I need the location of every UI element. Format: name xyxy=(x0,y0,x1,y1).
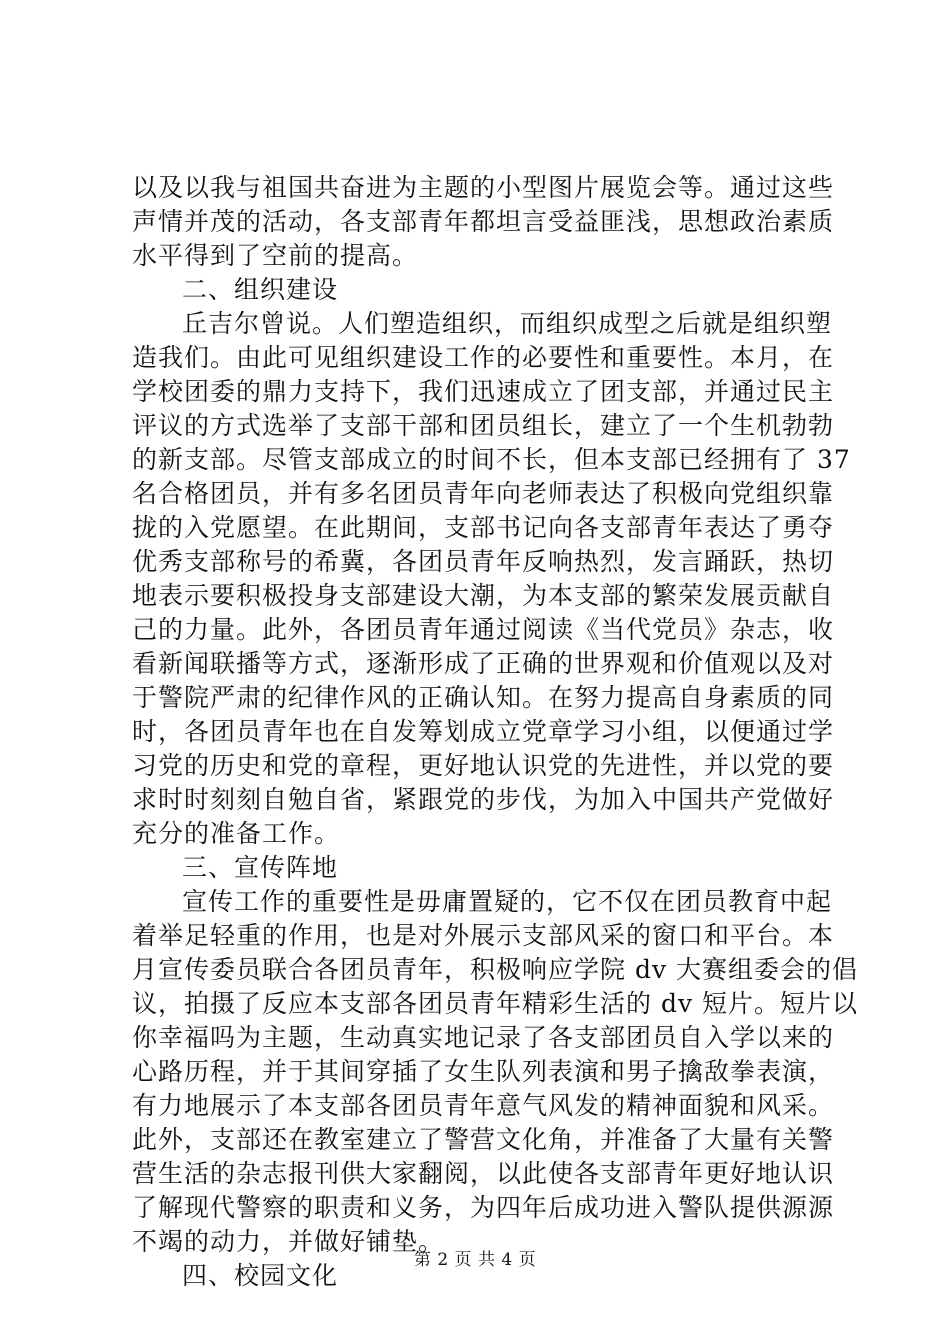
document-body xyxy=(132,171,859,1293)
paragraph-line: 着举足轻重的作用，也是对外展示支部风采的窗口和平台。本 xyxy=(132,921,835,950)
section-heading: 四、校园文化 xyxy=(182,1261,339,1290)
paragraph-last-line: 充分的准备工作。 xyxy=(132,819,341,848)
paragraph-first-line: 丘吉尔曾说。人们塑造组织，而组织成型之后就是组织塑 xyxy=(182,309,833,338)
paragraph-line: 声情并茂的活动，各支部青年都坦言受益匪浅，思想政治素质 xyxy=(132,207,835,236)
paragraph-line: 月宣传委员联合各团员青年，积极响应学院 dv 大赛组委会的倡 xyxy=(132,955,859,984)
paragraph-line: 学校团委的鼎力支持下，我们迅速成立了团支部，并通过民主 xyxy=(132,377,835,406)
paragraph-line: 时，各团员青年也在自发筹划成立党章学习小组，以便通过学 xyxy=(132,717,835,746)
section-heading: 二、组织建设 xyxy=(182,275,339,304)
paragraph-line: 心路历程，并于其间穿插了女生队列表演和男子擒敌拳表演， xyxy=(132,1057,835,1086)
paragraph-line: 营生活的杂志报刊供大家翻阅，以此使各支部青年更好地认识 xyxy=(132,1159,835,1188)
paragraph-line: 造我们。由此可见组织建设工作的必要性和重要性。本月，在 xyxy=(132,343,835,372)
paragraph-line: 议，拍摄了反应本支部各团员青年精彩生活的 dv 短片。短片以 xyxy=(132,989,859,1018)
paragraph-line: 的新支部。尽管支部成立的时间不长，但本支部已经拥有了 37 xyxy=(132,445,851,474)
paragraph-first-line: 宣传工作的重要性是毋庸置疑的，它不仅在团员教育中起 xyxy=(182,887,833,916)
paragraph-line: 拢的入党愿望。在此期间，支部书记向各支部青年表达了勇夺 xyxy=(132,513,835,542)
paragraph-line: 习党的历史和党的章程，更好地认识党的先进性，并以党的要 xyxy=(132,751,835,780)
paragraph-line: 地表示要积极投身支部建设大潮，为本支部的繁荣发展贡献自 xyxy=(132,581,835,610)
paragraph-last-line: 水平得到了空前的提高。 xyxy=(132,241,419,270)
paragraph-line: 名合格团员，并有多名团员青年向老师表达了积极向党组织靠 xyxy=(132,479,835,508)
paragraph-last-line: 不竭的动力，并做好铺垫。 xyxy=(132,1227,445,1256)
paragraph-line: 优秀支部称号的希冀，各团员青年反响热烈，发言踊跃，热切 xyxy=(132,547,835,576)
paragraph-line: 求时时刻刻自勉自省，紧跟党的步伐，为加入中国共产党做好 xyxy=(132,785,835,814)
paragraph-line: 评议的方式选举了支部干部和团员组长，建立了一个生机勃勃 xyxy=(132,411,835,440)
paragraph-line: 此外，支部还在教室建立了警营文化角，并准备了大量有关警 xyxy=(132,1125,835,1154)
paragraph-line: 看新闻联播等方式，逐渐形成了正确的世界观和价值观以及对 xyxy=(132,649,835,678)
section-heading: 三、宣传阵地 xyxy=(182,853,339,882)
paragraph-line: 了解现代警察的职责和义务，为四年后成功进入警队提供源源 xyxy=(132,1193,835,1222)
paragraph-line: 己的力量。此外，各团员青年通过阅读《当代党员》杂志，收 xyxy=(132,615,835,644)
paragraph-line: 你幸福吗为主题，生动真实地记录了各支部团员自入学以来的 xyxy=(132,1023,835,1052)
page-footer: 第 2 页 共 4 页 xyxy=(413,1250,537,1270)
paragraph-line: 有力地展示了本支部各团员青年意气风发的精神面貌和风采。 xyxy=(132,1091,835,1120)
paragraph-line: 以及以我与祖国共奋进为主题的小型图片展览会等。通过这些 xyxy=(132,173,835,202)
paragraph-line: 于警院严肃的纪律作风的正确认知。在努力提高自身素质的同 xyxy=(132,683,835,712)
